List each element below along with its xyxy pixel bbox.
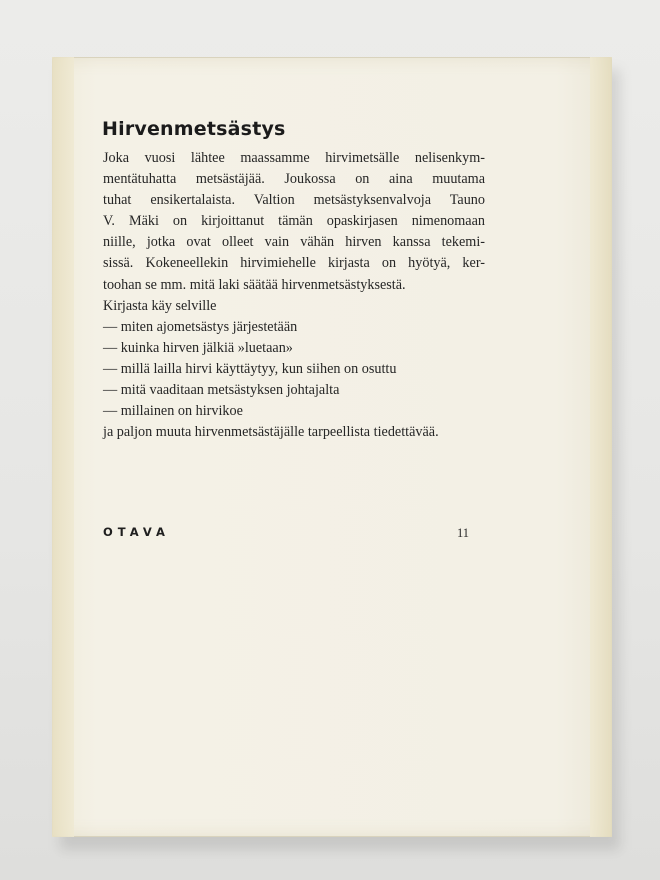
blurb-line: mentätuhatta metsästäjää. Joukossa on aina muutama [103, 171, 485, 188]
blurb-line: niille, jotka ovat olleet vain vähän hirven kanssa tekemi- [103, 234, 485, 251]
list-item: — millä lailla hirvi käyttäytyy, kun siihen on osuttu [103, 360, 397, 377]
blurb-line: Joka vuosi lähtee maassamme hirvimetsälle nelisenkym- [103, 150, 485, 166]
list-item: — millainen on hirvikoe [103, 403, 243, 420]
blurb-text [103, 148, 485, 443]
cover-fold-right [590, 57, 612, 837]
blurb-line: Kirjasta käy selville [103, 297, 217, 314]
publisher-name: OTAVA [103, 525, 170, 539]
blurb-line: toohan se mm. mitä laki säätää hirvenmetsästyksestä. [103, 276, 406, 293]
list-item: — mitä vaaditaan metsästyksen johtajalta [103, 382, 340, 399]
series-number: 11 [457, 526, 470, 540]
cover-fold-left [52, 57, 74, 837]
blurb-line: V. Mäki on kirjoittanut tämän opaskirjasen nimenomaan [103, 213, 485, 230]
list-item: — miten ajometsästys järjestetään [103, 318, 298, 335]
book-title: Hirvenmetsästys [102, 118, 286, 140]
list-item: — kuinka hirven jälkiä »luetaan» [103, 339, 293, 356]
blurb-line: tuhat ensikertalaista. Valtion metsästyksenvalvoja Tauno [103, 192, 485, 209]
blurb-line: ja paljon muuta hirvenmetsästäjälle tarpeellista tiedettävää. [103, 424, 439, 441]
blurb-line: sissä. Kokeneellekin hirvimiehelle kirjasta on hyötyä, ker- [103, 255, 485, 272]
